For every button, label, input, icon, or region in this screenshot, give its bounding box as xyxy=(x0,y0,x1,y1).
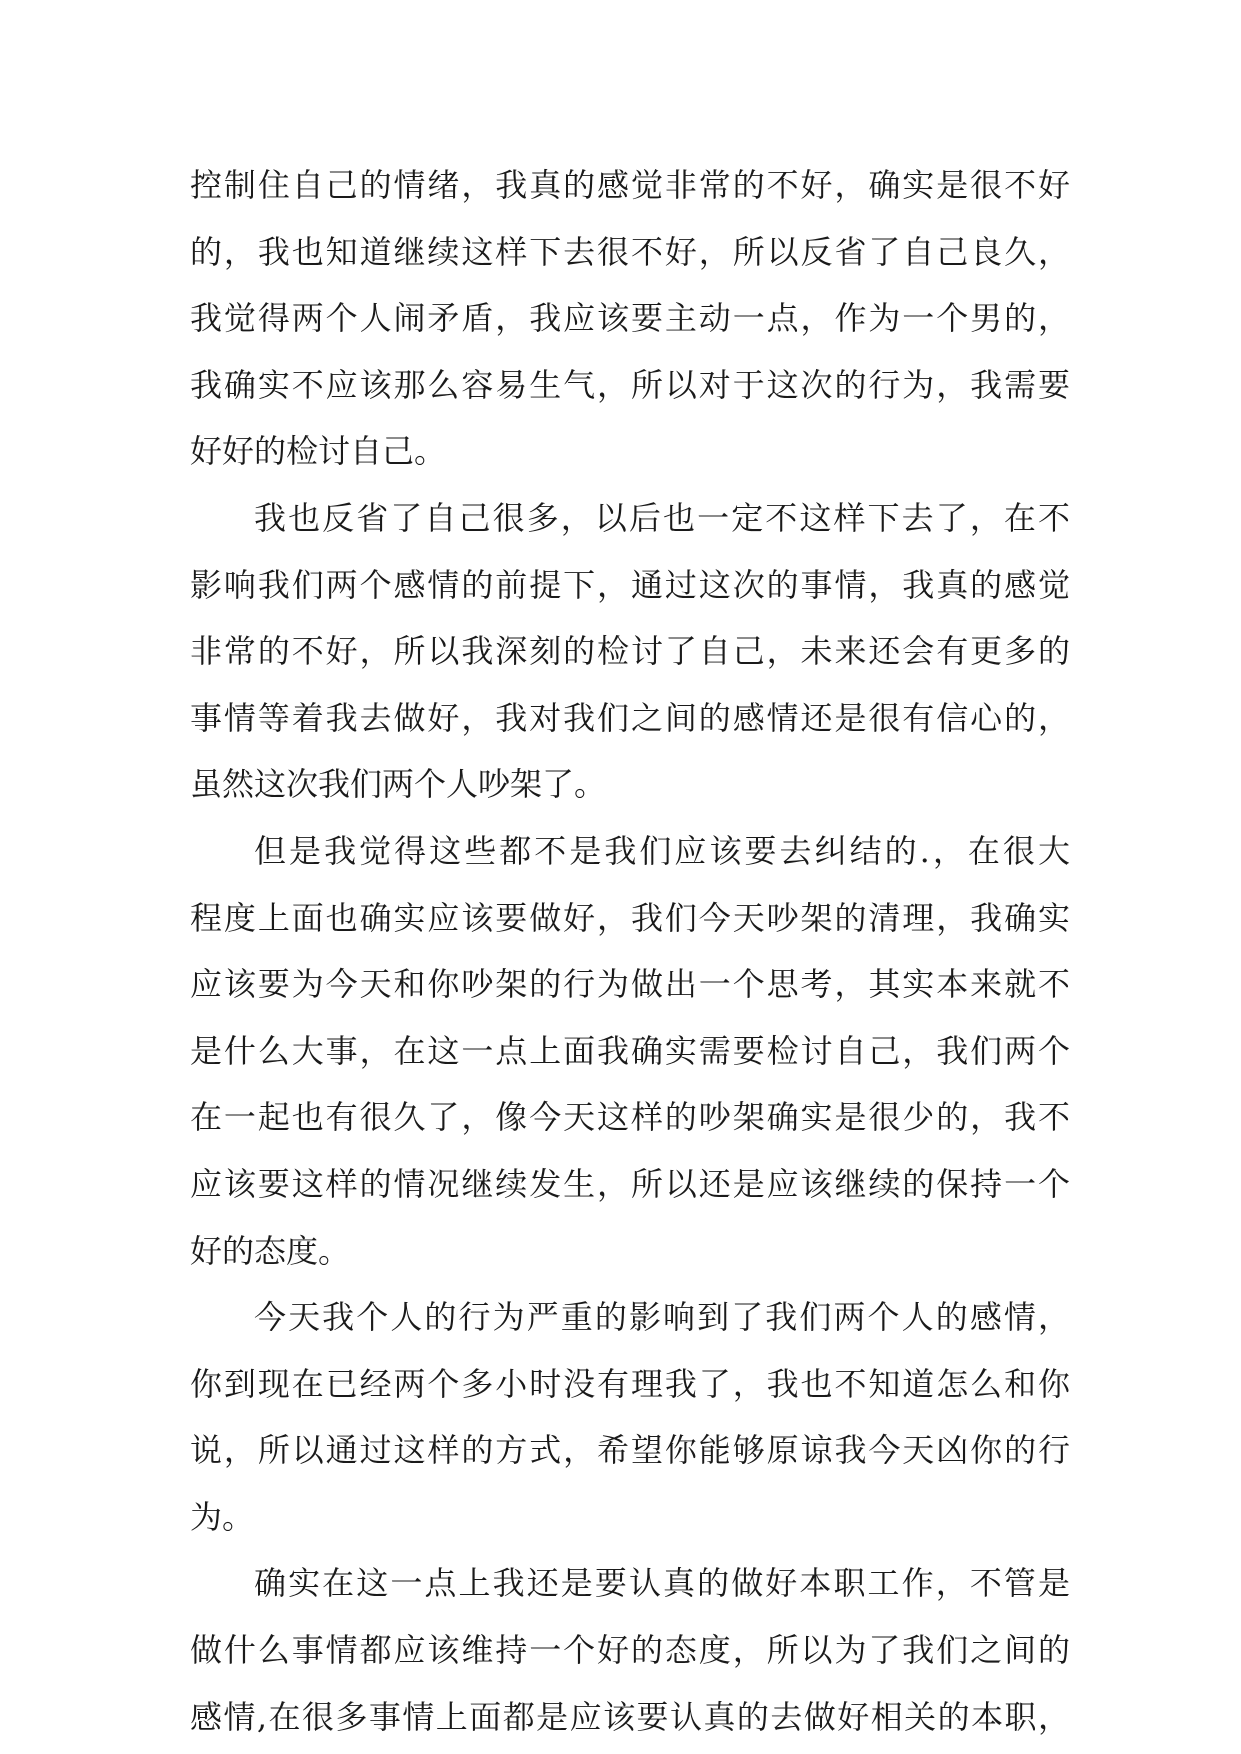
body-text xyxy=(190,152,1070,1750)
text-line: 确实在这一点上我还是要认真的做好本职工作，不管是 xyxy=(254,1564,1070,1603)
paragraph xyxy=(190,485,1070,818)
text-line: 但是我觉得这些都不是我们应该要去纠结的.，在很大 xyxy=(254,831,1070,870)
paragraph xyxy=(190,818,1070,1284)
text-line: 我觉得两个人闹矛盾，我应该要主动一点，作为一个男的， xyxy=(190,299,1070,338)
text-line: 感情,在很多事情上面都是应该要认真的去做好相关的本职， xyxy=(190,1697,1070,1736)
text-line: 是什么大事，在这一点上面我确实需要检讨自己，我们两个 xyxy=(190,1031,1070,1070)
text-line: 非常的不好，所以我深刻的检讨了自己，未来还会有更多的 xyxy=(190,632,1070,671)
text-line: 好的态度。 xyxy=(190,1231,351,1270)
text-line: 今天我个人的行为严重的影响到了我们两个人的感情， xyxy=(254,1298,1070,1337)
text-line: 的，我也知道继续这样下去很不好，所以反省了自己良久， xyxy=(190,232,1070,271)
text-line: 说，所以通过这样的方式，希望你能够原谅我今天凶你的行 xyxy=(190,1431,1070,1470)
text-line: 程度上面也确实应该要做好，我们今天吵架的清理，我确实 xyxy=(190,898,1070,937)
text-line: 我也反省了自己很多，以后也一定不这样下去了，在不 xyxy=(254,498,1070,537)
text-line: 在一起也有很久了，像今天这样的吵架确实是很少的，我不 xyxy=(190,1098,1070,1137)
text-line: 好好的检讨自己。 xyxy=(190,432,447,471)
text-line: 你到现在已经两个多小时没有理我了，我也不知道怎么和你 xyxy=(190,1364,1070,1403)
text-line: 控制住自己的情绪，我真的感觉非常的不好，确实是很不好 xyxy=(190,166,1070,204)
text-line: 应该要为今天和你吵架的行为做出一个思考，其实本来就不 xyxy=(190,965,1070,1004)
paragraph xyxy=(190,1550,1070,1750)
text-line: 影响我们两个感情的前提下，通过这次的事情，我真的感觉 xyxy=(190,565,1070,604)
text-line: 虽然这次我们两个人吵架了。 xyxy=(190,765,607,804)
paragraph xyxy=(190,1284,1070,1550)
text-line: 为。 xyxy=(190,1497,255,1536)
text-line: 做什么事情都应该维持一个好的态度，所以为了我们之间的 xyxy=(190,1631,1070,1670)
text-line: 我确实不应该那么容易生气，所以对于这次的行为，我需要 xyxy=(190,365,1070,404)
text-line: 事情等着我去做好，我对我们之间的感情还是很有信心的， xyxy=(190,698,1070,737)
text-line: 应该要这样的情况继续发生，所以还是应该继续的保持一个 xyxy=(190,1164,1070,1203)
paragraph xyxy=(190,152,1070,485)
